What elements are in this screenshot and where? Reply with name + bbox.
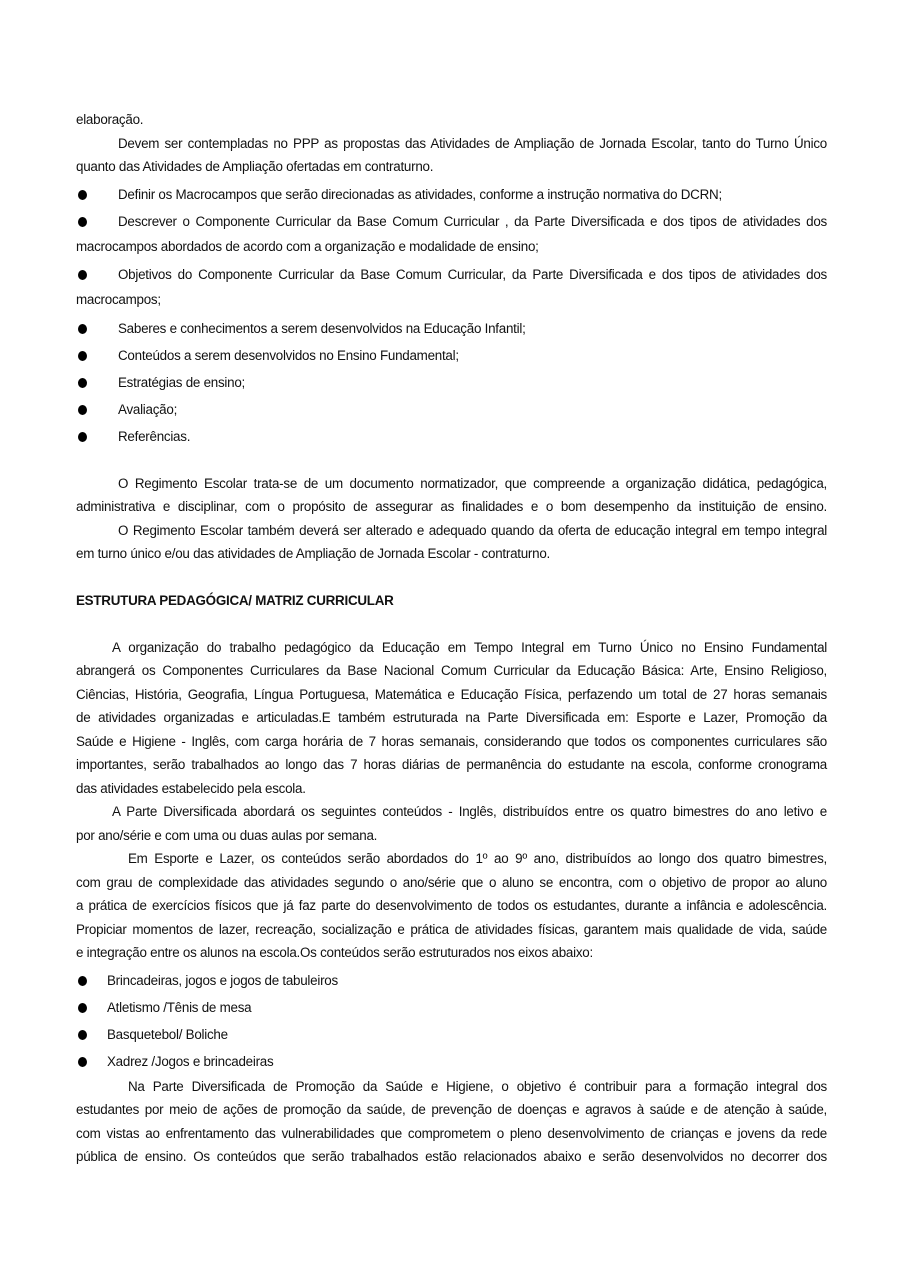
list-item-text: Saberes e conhecimentos a serem desenvolvidos na Educação Infantil; [118, 320, 526, 336]
text-line: com vistas ao enfrentamento das vulnerabilidades que comprometem o pleno desenvolvimento de crianças e jovens da rede [76, 1125, 827, 1141]
text-line: elaboração. [76, 112, 144, 127]
list-item-text: Xadrez /Jogos e brincadeiras [107, 1053, 274, 1069]
list-item [76, 1021, 827, 1048]
document-page [76, 108, 827, 1169]
bullet-icon [78, 324, 87, 334]
paragraph-ppp-intro [76, 132, 827, 179]
text-line: estudantes por meio de ações de promoção da saúde, de prevenção de doenças e agravos à saúde e de atenção à saúde, [76, 1102, 827, 1117]
list-item [76, 181, 827, 208]
text-line: A organização do trabalho pedagógico da Educação em Tempo Integral em Turno Único no Ensino Fundamental [112, 639, 827, 655]
bullet-icon [78, 190, 87, 200]
list-item-text: Atletismo /Tênis de mesa [107, 999, 252, 1015]
text-line: quanto das Atividades de Ampliação ofertadas em contraturno. [76, 159, 434, 174]
text-line: Ciências, História, Geografia, Língua Portuguesa, Matemática e Educação Física, perfazendo um total de 27 horas semanais [76, 686, 827, 702]
list-item-text: Basquetebol/ Boliche [107, 1026, 228, 1042]
text-line: Propiciar momentos de lazer, recreação, socialização e prática de atividades físicas, garantem mais qualidade de vida, saúde [76, 921, 827, 937]
list-item-text: Descrever o Componente Curricular da Base Comum Curricular , da Parte Diversificada e dos tipos de atividades dos [118, 213, 827, 229]
text-line: de atividades organizadas e articuladas.E também estruturada na Parte Diversificada em: Esporte e Lazer, Promoção da [76, 710, 827, 725]
text-line: A Parte Diversificada abordará os seguintes conteúdos - Inglês, distribuídos entre os quatro bimestres do ano letivo e [112, 804, 827, 819]
paragraph-promocao-saude [76, 1075, 827, 1169]
list-item-text: Definir os Macrocampos que serão direcionadas as atividades, conforme a instrução normativa do DCRN; [118, 186, 722, 202]
text-line: Na Parte Diversificada de Promoção da Saúde e Higiene, o objetivo é contribuir para a formação integral dos [128, 1078, 827, 1094]
list-item-text: Objetivos do Componente Curricular da Base Comum Curricular, da Parte Diversificada e dos tipos de atividades dos [118, 267, 827, 282]
text-line: pública de ensino. Os conteúdos que serão trabalhados estão relacionados abaixo e serão desenvolvidos no decorrer dos [76, 1149, 827, 1164]
list-item-text: macrocampos; [76, 292, 161, 307]
list-item [76, 1048, 827, 1075]
text-line: das atividades estabelecido pela escola. [76, 780, 306, 796]
list-item [76, 261, 827, 312]
text-line: O Regimento Escolar trata-se de um documento normatizador, que compreende a organização didática, pedagógica, [118, 475, 827, 491]
paragraph-regimento-2 [76, 519, 827, 566]
paragraph-parte-diversificada [76, 800, 827, 847]
bullet-icon [78, 405, 87, 415]
bullet-icon [78, 217, 87, 227]
text-line: administrativa e disciplinar, com o propósito de assegurar as finalidades e o bom desempenho da instituição de ensino. [76, 499, 827, 514]
text-line: Saúde e Higiene - Inglês, com carga horária de 7 horas semanais, considerando que todos os componentes curriculares são [76, 733, 827, 749]
bullet-icon [78, 270, 87, 280]
list-item-text: Avaliação; [118, 401, 178, 417]
paragraph-organizacao [76, 636, 827, 801]
section-heading: ESTRUTURA PEDAGÓGICA/ MATRIZ CURRICULAR [76, 592, 394, 608]
list-item [76, 994, 827, 1021]
bullet-icon [78, 976, 87, 986]
bullet-icon [78, 1030, 87, 1040]
list-item [76, 342, 827, 369]
list-item-text: Estratégias de ensino; [118, 374, 246, 390]
text-line: importantes, serão trabalhados ao longo das 7 horas diárias de permanência do estudante na escola, conforme cronograma [76, 757, 827, 772]
text-line: Em Esporte e Lazer, os conteúdos serão abordados do 1º ao 9º ano, distribuídos ao longo dos quatro bimestres, [128, 851, 827, 866]
text-line: com grau de complexidade das atividades segundo o ano/série que o aluno se encontra, com o objetivo de propor ao aluno [76, 874, 827, 890]
paragraph-regimento-1 [76, 472, 827, 519]
text-line: Devem ser contempladas no PPP as propostas das Atividades de Ampliação de Jornada Escolar, tanto do Turno Único [118, 135, 827, 151]
list-item-text: Conteúdos a serem desenvolvidos no Ensino Fundamental; [118, 347, 459, 363]
eixos-list [76, 967, 827, 1075]
list-item-text: Brincadeiras, jogos e jogos de tabuleiros [107, 972, 338, 988]
text-line: O Regimento Escolar também deverá ser alterado e adequado quando da oferta de educação integral em tempo integral [118, 522, 827, 538]
list-item [76, 423, 827, 450]
list-item [76, 315, 827, 342]
text-line: em turno único e/ou das atividades de Ampliação de Jornada Escolar - contraturno. [76, 546, 551, 561]
text-line: por ano/série e com uma ou duas aulas por semana. [76, 827, 378, 843]
bullet-icon [78, 1057, 87, 1067]
list-item [76, 208, 827, 259]
ppp-list [76, 181, 827, 450]
list-item [76, 967, 827, 994]
text-line: e integração entre os alunos na escola.Os conteúdos serão estruturados nos eixos abaixo: [76, 945, 593, 960]
bullet-icon [78, 378, 87, 388]
paragraph-esporte-lazer [76, 847, 827, 965]
text-line: a prática de exercícios físicos que já faz parte do desenvolvimento de todos os estudantes, durante a infância e adolescência. [76, 898, 827, 913]
list-item-text: macrocampos abordados de acordo com a organização e modalidade de ensino; [76, 238, 539, 254]
list-item [76, 396, 827, 423]
list-item-text: Referências. [118, 428, 191, 444]
bullet-icon [78, 351, 87, 361]
text-line: abrangerá os Componentes Curriculares da Base Nacional Comum Curricular da Educação Básica: Arte, Ensino Religioso, [76, 663, 827, 678]
list-item [76, 369, 827, 396]
bullet-icon [78, 432, 87, 442]
bullet-icon [78, 1003, 87, 1013]
